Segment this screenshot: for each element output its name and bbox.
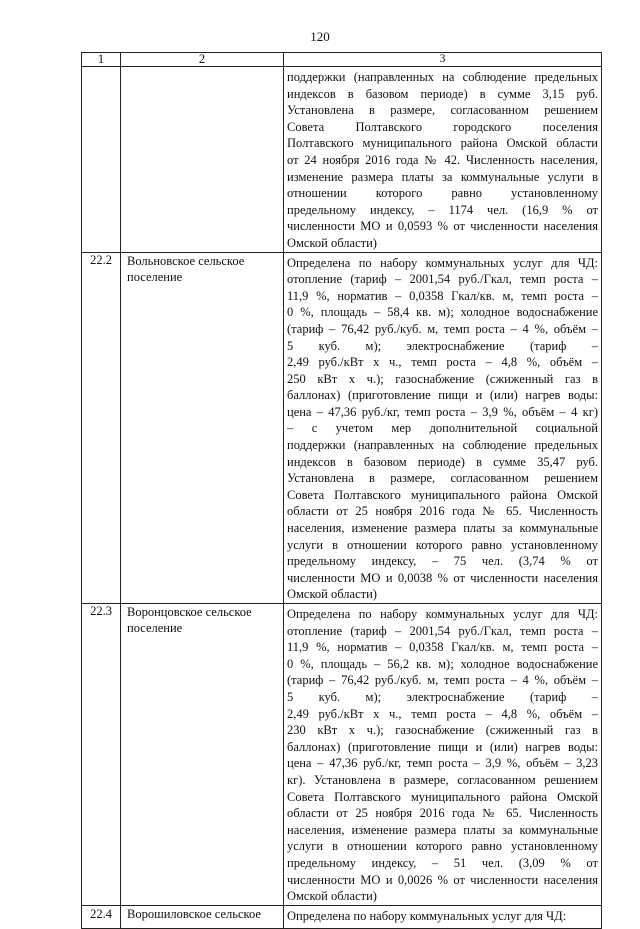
text-line: кг). Установлена в размере, согласованном решением xyxy=(287,772,598,787)
text-line: – с учетом мер дополнительной социальной xyxy=(287,421,598,436)
text-line: отношении которого равно установленному xyxy=(287,186,598,201)
row-number-cell xyxy=(82,252,121,603)
table-row xyxy=(82,604,602,906)
row-number: 22.4 xyxy=(90,906,112,921)
row-name-cell xyxy=(121,905,284,928)
text-line: предельному индексу, – 51 чел. (3,09 % от xyxy=(287,855,598,870)
text-line: 0 %, площадь – 58,4 кв. м); холодное водоснабжение xyxy=(287,305,598,320)
text-line: индексов в базовом периоде) в сумме 35,47 руб. xyxy=(287,454,598,469)
text-line: услуги в отношении которого равно установленному xyxy=(287,839,598,854)
text-line: численности МО и 0,0593 % от численности населения xyxy=(287,219,598,234)
row-name-cell xyxy=(121,252,284,603)
text-line: цена – 47,36 руб./кг, темп роста – 3,9 %, объём – 3,23 xyxy=(287,756,598,771)
text-line: Определена по набору коммунальных услуг для ЧД: xyxy=(287,607,598,621)
text-line: Определена по набору коммунальных услуг для ЧД: xyxy=(287,908,567,923)
text-line: Установлена в размере, согласованном решением xyxy=(287,103,598,118)
document-table xyxy=(81,52,602,929)
row-number-cell xyxy=(82,905,121,928)
row-name-line: Вольновское сельское xyxy=(127,253,245,268)
text-line: (тариф – 76,42 руб./куб. м, темп роста – 4 %, объём – xyxy=(287,321,598,336)
text-line: области от 25 ноября 2016 года № 65. Численность xyxy=(287,806,598,821)
text-line: 2,49 руб./кВт х ч., темп роста – 4,8 %, объём – xyxy=(287,355,598,370)
table-row xyxy=(82,252,602,603)
text-line: Совета Полтавского городского поселения xyxy=(287,119,598,134)
text-line: индексов в базовом периоде) в сумме 3,15 руб. xyxy=(287,86,598,101)
text-line: 0 %, площадь – 56,2 кв. м); холодное водоснабжение xyxy=(287,656,598,671)
text-line: 11,9 %, норматив – 0,0358 Гкал/кв. м, темп роста – xyxy=(287,640,598,655)
row-number-cell xyxy=(82,604,121,906)
text-line: цена – 47,36 руб./кг, темп роста – 3,9 %, объём – 4 кг) xyxy=(287,404,598,419)
row-text xyxy=(284,67,601,252)
header-col-1: 1 xyxy=(82,53,121,67)
row-name xyxy=(121,604,283,636)
text-line: Омской области) xyxy=(287,235,377,250)
text-line: поддержки (направленных на соблюдение предельных xyxy=(287,438,598,453)
text-line: отопление (тариф – 2001,54 руб./Гкал, темп роста – xyxy=(287,272,598,287)
text-line: 11,9 %, норматив – 0,0358 Гкал/кв. м, темп роста – xyxy=(287,288,598,303)
text-line: 230 кВт х ч.); газоснабжение (сжиженный газ в xyxy=(287,723,598,738)
text-line: Совета Полтавского муниципального района Омской xyxy=(287,487,598,502)
row-text xyxy=(284,604,601,905)
row-name-line: поселение xyxy=(127,269,183,284)
text-line: предельному индексу, – 75 чел. (3,74 % от xyxy=(287,554,598,569)
table-header-row xyxy=(82,53,602,67)
table-row xyxy=(82,905,602,928)
text-line: области от 25 ноября 2016 года № 65. Численность xyxy=(287,504,598,519)
row-text-cell xyxy=(284,905,602,928)
row-name-cell xyxy=(121,604,284,906)
text-line: Совета Полтавского муниципального района Омской xyxy=(287,789,598,804)
row-text xyxy=(284,253,601,603)
text-line: Омской области) xyxy=(287,587,377,602)
text-line: от 24 ноября 2016 года № 42. Численность населения, xyxy=(287,152,598,167)
row-text-cell xyxy=(284,252,602,603)
text-line: населения, изменение размера платы за коммунальные xyxy=(287,822,598,837)
row-text-cell xyxy=(284,604,602,906)
text-line: поддержки (направленных на соблюдение предельных xyxy=(287,70,598,84)
row-text xyxy=(284,906,601,925)
row-name xyxy=(121,906,283,922)
row-name xyxy=(121,253,283,285)
row-text-cell xyxy=(284,67,602,253)
row-number-cell xyxy=(82,67,121,253)
page-number: 120 xyxy=(310,29,330,44)
text-line: Установлена в размере, согласованном решением xyxy=(287,471,598,486)
text-line: изменение размера платы за коммунальные услуги в xyxy=(287,169,598,184)
table-row xyxy=(82,67,602,253)
text-line: услуги в отношении которого равно установленному xyxy=(287,537,598,552)
text-line: 5 куб. м); электроснабжение (тариф – xyxy=(287,689,598,704)
row-number: 22.2 xyxy=(90,252,112,267)
row-name-cell xyxy=(121,67,284,253)
row-number: 22.3 xyxy=(90,604,112,618)
text-line: Полтавского муниципального района Омской области xyxy=(287,136,598,151)
text-line: (тариф – 76,42 руб./куб. м, темп роста – 4 %, объём – xyxy=(287,673,598,688)
text-line: 250 кВт х ч.); газоснабжение (сжиженный газ в xyxy=(287,371,598,386)
text-line: баллонах) (приготовление пищи и (или) нагрев воды: xyxy=(287,739,598,754)
text-line: 5 куб. м); электроснабжение (тариф – xyxy=(287,338,598,353)
text-line: населения, изменение размера платы за коммунальные xyxy=(287,521,598,536)
text-line: численности МО и 0,0026 % от численности населения xyxy=(287,872,598,887)
header-col-3: 3 xyxy=(284,53,602,67)
text-line: баллонах) (приготовление пищи и (или) нагрев воды: xyxy=(287,388,598,403)
text-line: Омской области) xyxy=(287,889,377,904)
header-col-2: 2 xyxy=(121,53,284,67)
row-name-line: Ворошиловское сельское xyxy=(127,906,261,921)
row-name-line: Воронцовское сельское xyxy=(127,605,252,619)
text-line: отопление (тариф – 2001,54 руб./Гкал, темп роста – xyxy=(287,623,598,638)
text-line: 2,49 руб./кВт х ч., темп роста – 4,8 %, объём – xyxy=(287,706,598,721)
row-name-line: поселение xyxy=(127,621,183,635)
text-line: Определена по набору коммунальных услуг для ЧД: xyxy=(287,255,598,270)
text-line: численности МО и 0,0038 % от численности населения xyxy=(287,570,598,585)
text-line: предельному индексу, – 1174 чел. (16,9 % от xyxy=(287,202,598,217)
